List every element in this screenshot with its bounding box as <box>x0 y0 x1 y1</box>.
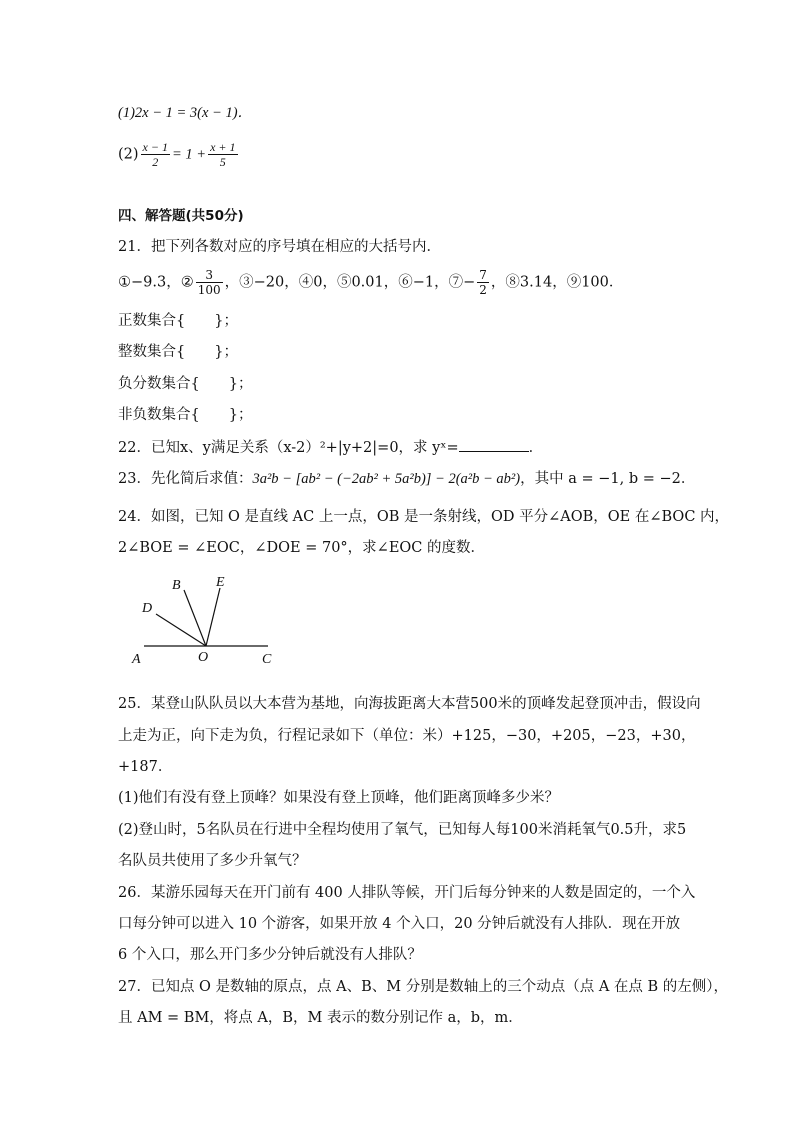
q21-numbers: ①−9.3，② $\frac{3}{100}$ ，③−20，④0，⑤0.01，⑥−1，⑦− $\frac{7}{2}$ ，⑧3.14，⑨100． <box>118 268 624 297</box>
ray-od <box>156 614 206 646</box>
ray-oe <box>206 588 220 646</box>
equation-1: (1)2x − 1 = 3(x − 1)． <box>118 105 253 121</box>
label-e: E <box>216 575 225 590</box>
q25-sub-1: (1)他们有没有登上顶峰？如果没有登上顶峰，他们距离顶峰多少米？ <box>118 790 560 806</box>
fraction-3-over-100: $\frac{3}{100}$ <box>197 268 221 297</box>
label-o: O <box>198 650 209 665</box>
angle-diagram <box>126 570 286 670</box>
q22: 22．已知x、y满足关系（x-2）²+|y+2|=0，求 yˣ= ． <box>118 437 543 458</box>
label-a: A <box>132 652 141 667</box>
equation-2: (2) $\frac{x - 1}{2}$ = 1 + $\frac{x + 1}{5}$ <box>118 140 236 169</box>
fraction-x-minus-1-over-2: $\frac{x - 1}{2}$ <box>142 140 168 169</box>
q24-line-2: 2∠BOE = ∠EOC，∠DOE = 70°，求∠EOC 的度数． <box>118 540 485 556</box>
q26-line-1: 26．某游乐园每天在开门前有 400 人排队等候，开门后每分钟来的人数是固定的，一个入 <box>118 885 696 901</box>
label-d: D <box>142 601 153 616</box>
q27-line-1: 27．已知点 O 是数轴的原点，点 A、B、M 分别是数轴上的三个动点（点 A 在点 B 的左侧）， <box>118 979 729 995</box>
set-negative-fraction: 负分数集合{ }； <box>118 376 253 392</box>
ray-ob <box>184 590 206 646</box>
answer-blank[interactable] <box>459 437 529 452</box>
set-integer: 整数集合{ }； <box>118 344 238 360</box>
q25-line-3: +187． <box>118 759 173 775</box>
q24-line-1: 24．如图，已知 O 是直线 AC 上一点，OB 是一条射线，OD 平分∠AOB，OE 在∠BOC 内， <box>118 509 730 525</box>
label-c: C <box>262 652 272 667</box>
fraction-x-plus-1-over-5: $\frac{x + 1}{5}$ <box>210 140 236 169</box>
q26-line-2: 口每分钟可以进入 10 个游客，如果开放 4 个入口，20 分钟后就没有人排队．现在开放 <box>118 916 681 932</box>
q27-line-2: 且 AM = BM，将点 A，B，M 表示的数分别记作 a，b，m． <box>118 1010 523 1026</box>
q25-sub-2-line-1: (2)登山时，5名队员在行进中全程均使用了氧气，已知每人每100米消耗氧气0.5升，求5 <box>118 822 687 838</box>
q26-line-3: 6 个入口，那么开门多少分钟后就没有人排队？ <box>118 947 422 963</box>
label-b: B <box>172 578 181 593</box>
section-title: 四、解答题(共50分) <box>118 208 244 224</box>
fraction-7-over-2: $\frac{7}{2}$ <box>479 268 487 297</box>
set-non-negative: 非负数集合{ }； <box>118 407 253 423</box>
set-positive: 正数集合{ }； <box>118 313 238 329</box>
q25-line-2: 上走为正，向下走为负，行程记录如下（单位：米）+125，−30，+205，−23，+30， <box>118 728 696 744</box>
equation-2-prefix: (2) <box>118 146 139 163</box>
q23-expression: 3a²b − [ab² − (−2ab² + 5a²b)] − 2(a²b − ab²) <box>252 471 521 487</box>
q21-stem: 21．把下列各数对应的序号填在相应的大括号内． <box>118 239 441 255</box>
q25-sub-2-line-2: 名队员共使用了多少升氧气？ <box>118 853 307 869</box>
q23: 23．先化简后求值：3a²b − [ab² − (−2ab² + 5a²b)] − 2(a²b − ab²)，其中 a = −1, b = −2． <box>118 471 696 487</box>
q25-line-1: 25．某登山队队员以大本营为基地，向海拔距离大本营500米的顶峰发起登顶冲击，假设向 <box>118 696 701 712</box>
